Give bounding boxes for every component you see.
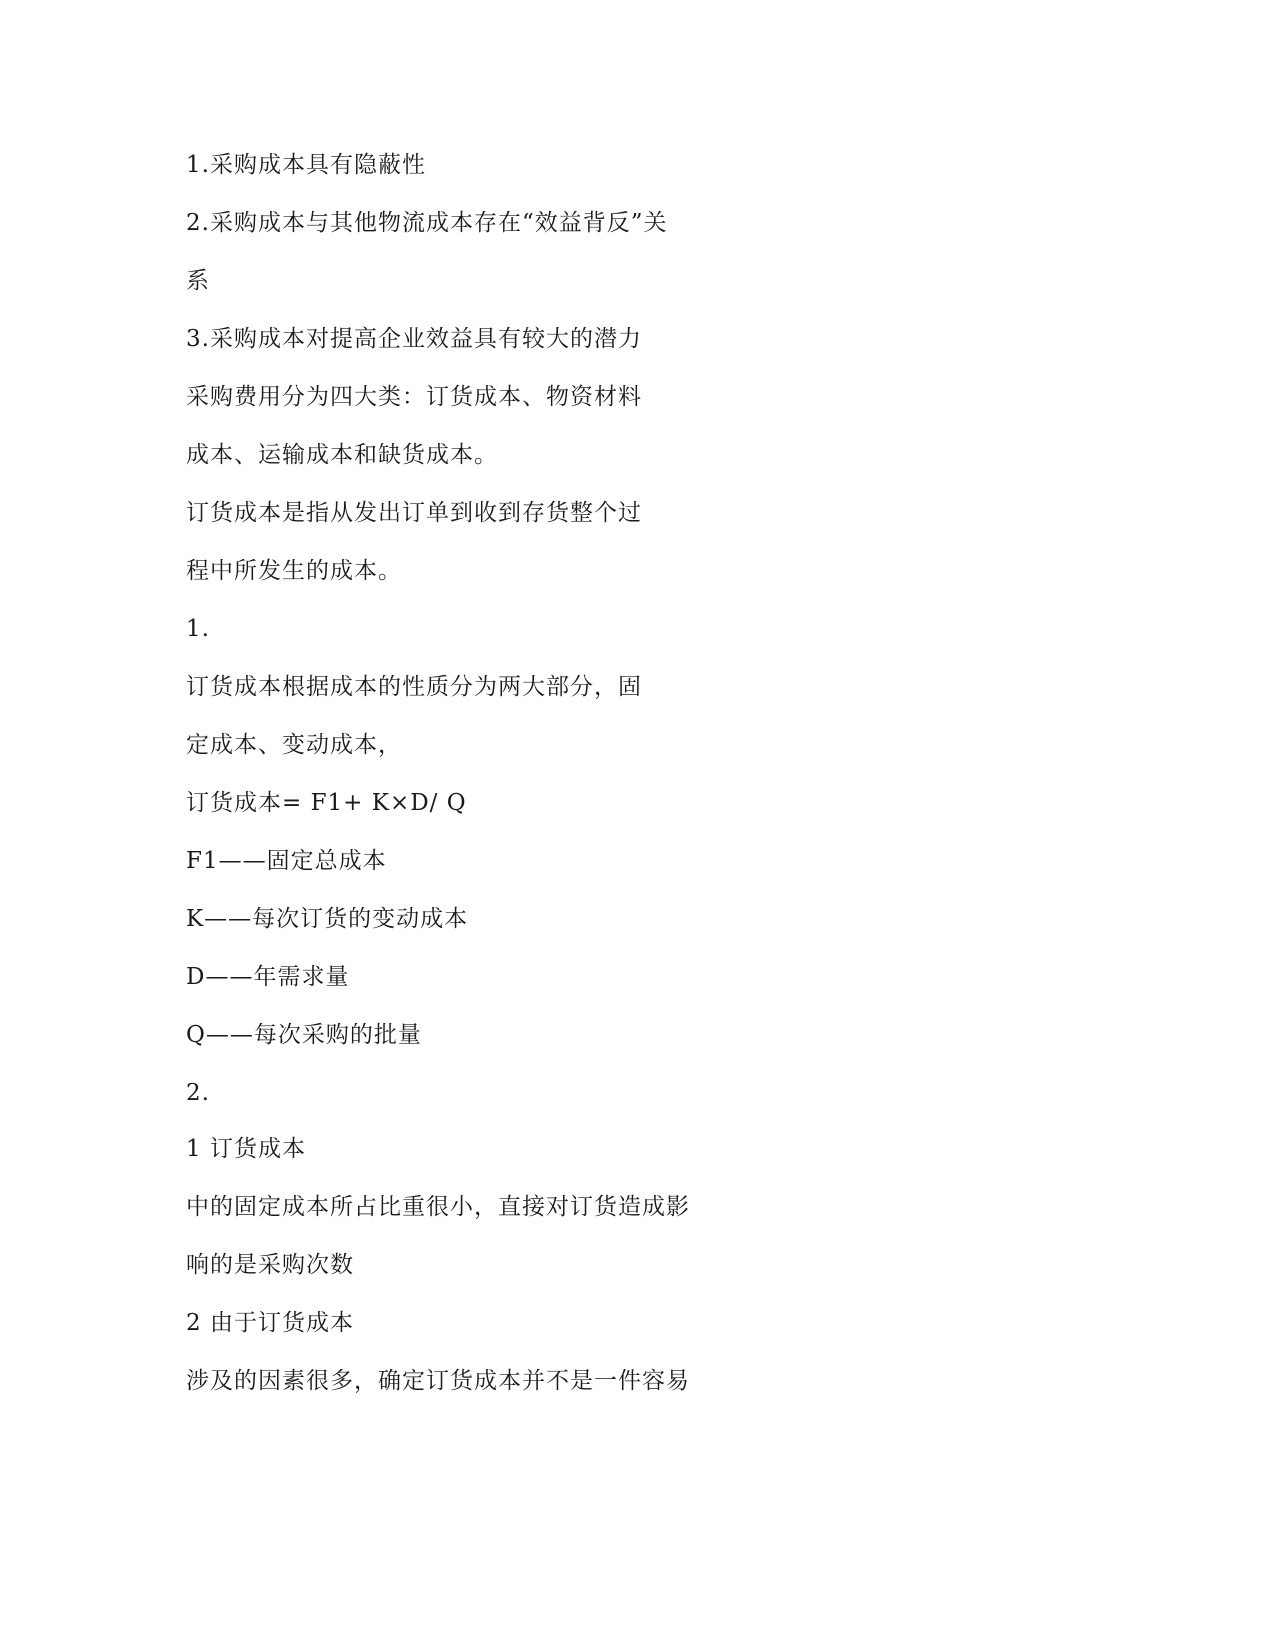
text-line: 1.采购成本具有隐蔽性 [186,152,426,178]
text-line: 1. [186,616,210,642]
text-line: F1——固定总成本 [186,848,387,874]
text-line: 中的固定成本所占比重很小，直接对订货造成影 [186,1194,690,1220]
text-line: 2.采购成本与其他物流成本存在“效益背反”关 [186,210,668,236]
text-line: 定成本、变动成本， [186,732,402,758]
text-line: 订货成本是指从发出订单到收到存货整个过 [186,500,642,526]
text-line: 采购费用分为四大类：订货成本、物资材料 [186,384,642,410]
text-line: K——每次订货的变动成本 [186,906,469,932]
text-line: 3.采购成本对提高企业效益具有较大的潜力 [186,326,642,352]
text-line: 1 订货成本 [186,1136,306,1162]
text-line: 订货成本根据成本的性质分为两大部分，固 [186,674,642,700]
text-line: 成本、运输成本和缺货成本。 [186,442,498,468]
text-line: 涉及的因素很多，确定订货成本并不是一件容易 [186,1368,690,1394]
text-line: Q——每次采购的批量 [186,1022,422,1048]
text-line: 2 由于订货成本 [186,1310,354,1336]
text-line: 程中所发生的成本。 [186,558,402,584]
text-line: 响的是采购次数 [186,1252,354,1278]
formula-line: 订货成本= F1+ K×D/ Q [186,790,467,816]
text-line: 系 [186,268,210,294]
text-line: D——年需求量 [186,964,350,990]
text-line: 2. [186,1080,210,1106]
